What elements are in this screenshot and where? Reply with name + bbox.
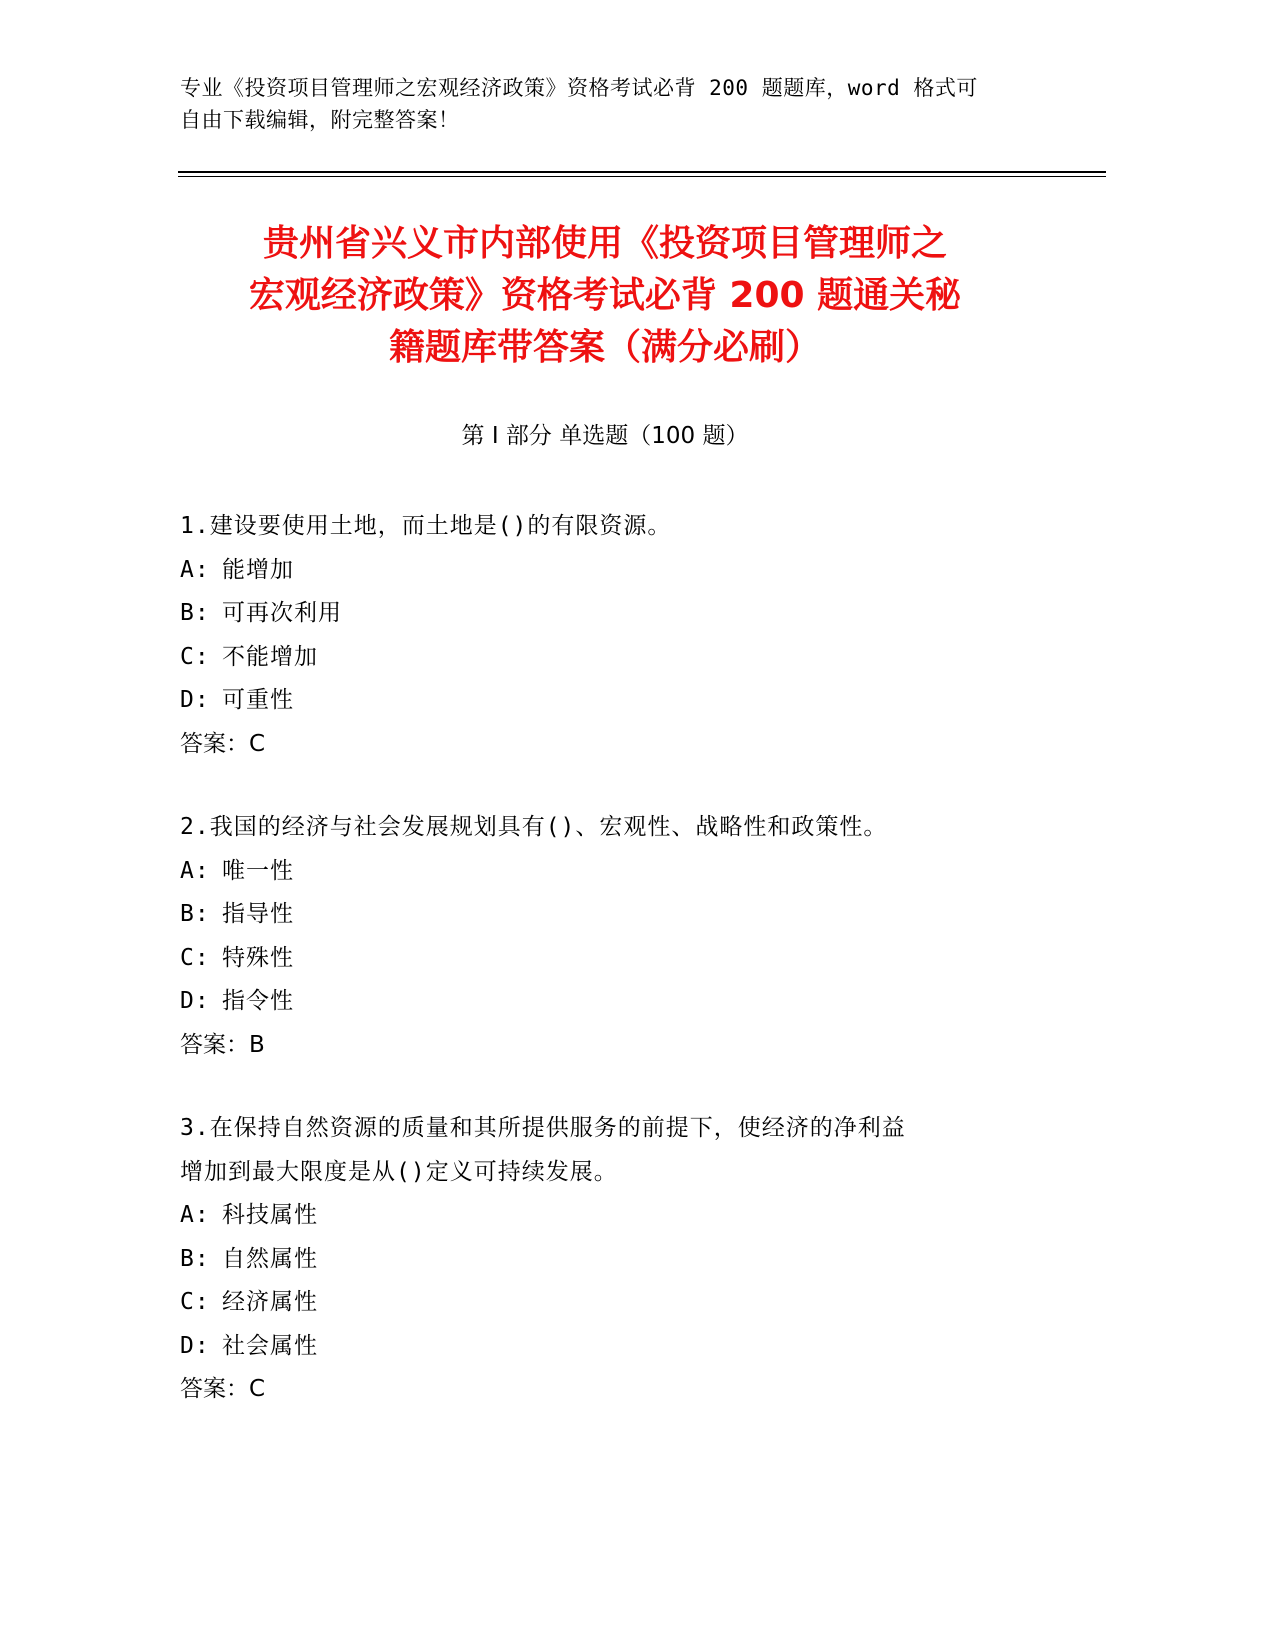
option-text: 可再次利用	[222, 600, 342, 626]
option-label: A:	[180, 556, 210, 583]
option-text: 科技属性	[222, 1202, 318, 1228]
question-3	[180, 1107, 1040, 1412]
question-list	[180, 505, 1040, 1452]
option-b	[180, 592, 1040, 636]
option-a	[180, 850, 1040, 894]
section-title: 第 I 部分 单选题（100 题）	[461, 423, 749, 449]
option-text: 社会属性	[222, 1332, 318, 1359]
option-label: B:	[180, 600, 210, 626]
option-text: 自然属性	[222, 1245, 318, 1272]
answer-value: C	[249, 730, 266, 757]
answer-line	[180, 1024, 1040, 1068]
header-note-line: 自由下载编辑，附完整答案！	[180, 108, 460, 132]
header-divider-thin	[178, 176, 1106, 177]
question-stem: 1.建设要使用土地，而土地是()的有限资源。	[180, 513, 672, 539]
option-text: 不能增加	[222, 643, 318, 670]
header-divider	[178, 171, 1106, 173]
option-d	[180, 980, 1040, 1024]
question-1	[180, 505, 1040, 766]
title-line: 宏观经济政策》资格考试必背 200 题通关秘	[248, 275, 962, 316]
option-label: D:	[180, 1332, 210, 1359]
option-b	[180, 1238, 1040, 1282]
option-c	[180, 937, 1040, 981]
question-stem: 增加到最大限度是从()定义可持续发展。	[180, 1158, 618, 1185]
option-b	[180, 893, 1040, 937]
option-text: 唯一性	[222, 857, 294, 884]
question-2	[180, 806, 1040, 1067]
option-a	[180, 549, 1040, 593]
option-text: 经济属性	[222, 1289, 318, 1315]
option-text: 能增加	[222, 556, 294, 583]
option-label: D:	[180, 687, 210, 713]
option-d	[180, 1325, 1040, 1369]
option-c	[180, 1281, 1040, 1325]
option-text: 指导性	[222, 901, 294, 927]
answer-value: C	[249, 1376, 266, 1402]
header-note-line: 专业《投资项目管理师之宏观经济政策》资格考试必背 200 题题库，word 格式可	[180, 76, 978, 100]
option-label: A:	[180, 857, 210, 884]
document-title	[180, 218, 1030, 374]
question-stem: 3.在保持自然资源的质量和其所提供服务的前提下，使经济的净利益	[180, 1115, 906, 1141]
title-line: 籍题库带答案（满分必刷）	[388, 327, 821, 368]
answer-prefix: 答案：	[180, 1031, 249, 1058]
option-label: D:	[180, 988, 210, 1014]
answer-prefix: 答案：	[180, 730, 249, 757]
option-label: C:	[180, 1289, 210, 1315]
option-c	[180, 636, 1040, 680]
question-stem: 2.我国的经济与社会发展规划具有()、宏观性、战略性和政策性。	[180, 814, 888, 840]
answer-prefix: 答案：	[180, 1376, 249, 1402]
option-label: C:	[180, 944, 210, 971]
option-text: 指令性	[222, 988, 294, 1014]
answer-line	[180, 723, 1040, 767]
option-text: 可重性	[222, 687, 294, 713]
option-text: 特殊性	[222, 944, 294, 971]
option-label: B:	[180, 1245, 210, 1272]
title-line: 贵州省兴义市内部使用《投资项目管理师之	[262, 223, 947, 264]
option-label: C:	[180, 643, 210, 670]
option-label: A:	[180, 1202, 210, 1228]
answer-line	[180, 1368, 1040, 1412]
option-a	[180, 1194, 1040, 1238]
header-note	[180, 72, 1040, 136]
answer-value: B	[249, 1031, 265, 1058]
option-label: B:	[180, 901, 210, 927]
option-d	[180, 679, 1040, 723]
